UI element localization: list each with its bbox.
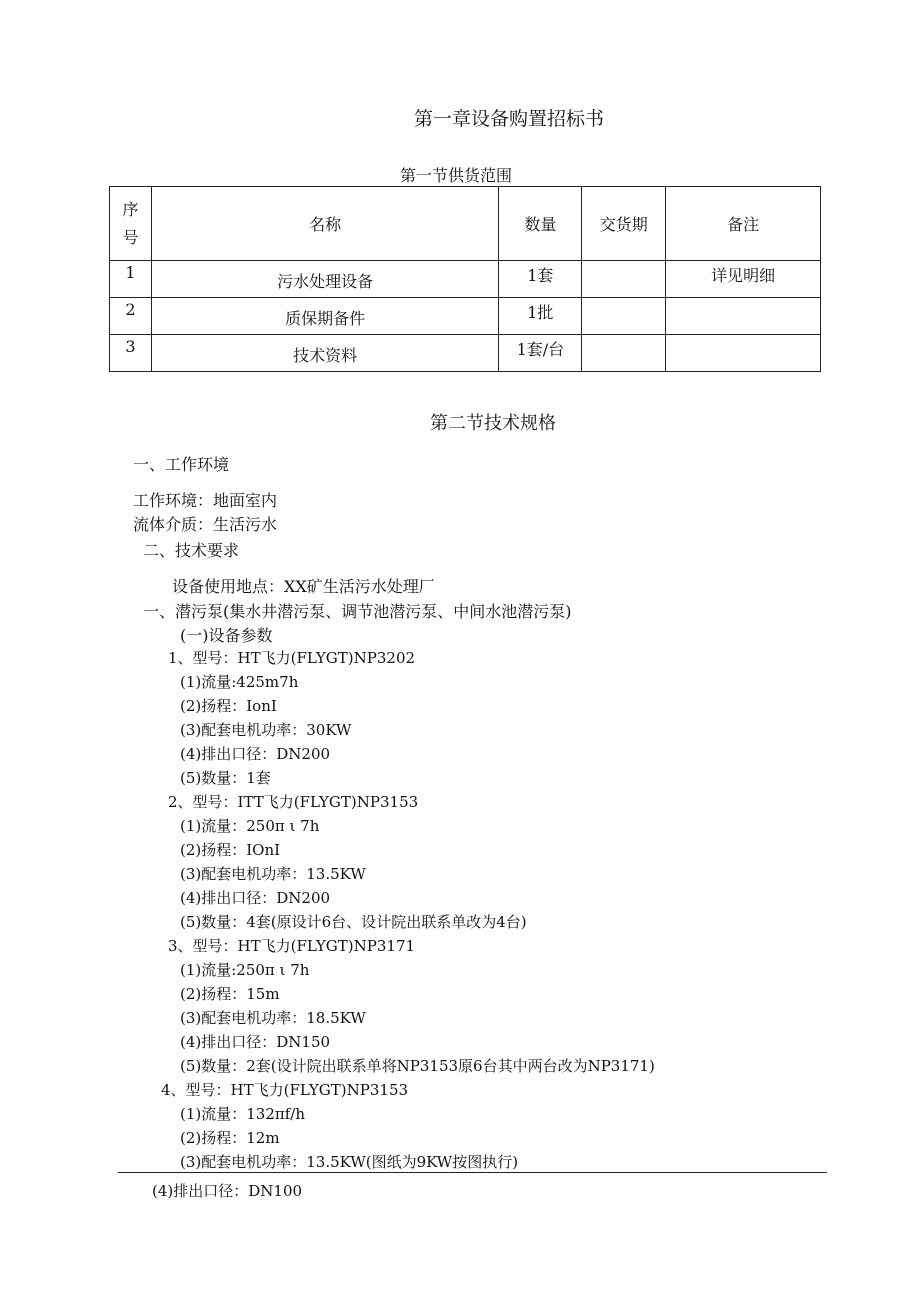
model-2: 2、型号：ITT飞力(FLYGT)NP3153 bbox=[168, 793, 419, 811]
cell-seq: 3 bbox=[110, 335, 152, 372]
spec-line: (1)流量：132πf/h bbox=[180, 1105, 306, 1123]
spec-line: (5)数量：1套 bbox=[180, 769, 271, 787]
section1-title: 第一节供货范围 bbox=[400, 166, 513, 185]
header-qty: 数量 bbox=[499, 187, 582, 261]
location-text: 设备使用地点：XX矿生活污水处理厂 bbox=[172, 577, 435, 596]
spec-line: (3)配套电机功率：30KW bbox=[180, 721, 352, 739]
header-name: 名称 bbox=[151, 187, 498, 261]
cell-remark bbox=[666, 298, 821, 335]
spec-line: (2)扬程：12m bbox=[180, 1129, 280, 1147]
header-seq: 序 号 bbox=[110, 187, 152, 261]
spec-line: (1)流量:425m7h bbox=[180, 673, 299, 691]
spec-line: (5)数量：4套(原设计6台、设计院出联系单改为4台) bbox=[180, 913, 527, 931]
cell-delivery bbox=[582, 261, 666, 298]
spec-line: (2)扬程：15m bbox=[180, 985, 280, 1003]
work-env-text: 工作环境：地面室内 bbox=[133, 491, 278, 510]
params-heading: (一)设备参数 bbox=[180, 626, 273, 645]
page-divider bbox=[118, 1172, 827, 1173]
table-header-row bbox=[110, 187, 821, 261]
cell-name: 质保期备件 bbox=[151, 298, 498, 335]
header-delivery: 交货期 bbox=[582, 187, 666, 261]
spec-line: (1)流量：250π ι 7h bbox=[180, 817, 320, 835]
table-row bbox=[110, 335, 821, 372]
medium-text: 流体介质：生活污水 bbox=[133, 515, 278, 534]
spec-line: (3)配套电机功率：13.5KW(图纸为9KW按图执行) bbox=[180, 1153, 519, 1171]
cell-name: 污水处理设备 bbox=[151, 261, 498, 298]
cell-seq: 2 bbox=[110, 298, 152, 335]
spec-line: (4)排出口径：DN100 bbox=[152, 1182, 303, 1200]
table-row bbox=[110, 261, 821, 298]
table-row bbox=[110, 298, 821, 335]
model-3: 3、型号：HT飞力(FLYGT)NP3171 bbox=[168, 937, 416, 955]
cell-qty: 1批 bbox=[499, 298, 582, 335]
spec-line: (4)排出口径：DN200 bbox=[180, 745, 331, 763]
spec-line: (4)排出口径：DN150 bbox=[180, 1033, 331, 1051]
pump-heading: 一、潜污泵(集水井潜污泵、调节池潜污泵、中间水池潜污泵) bbox=[143, 602, 572, 621]
cell-name: 技术资料 bbox=[151, 335, 498, 372]
model-1: 1、型号：HT飞力(FLYGT)NP3202 bbox=[168, 649, 416, 667]
section2-title: 第二节技术规格 bbox=[430, 413, 556, 434]
spec-line: (1)流量:250π ι 7h bbox=[180, 961, 310, 979]
cell-seq: 1 bbox=[110, 261, 152, 298]
work-env-heading: 一、工作环境 bbox=[133, 455, 230, 474]
cell-remark bbox=[666, 335, 821, 372]
cell-qty: 1套 bbox=[499, 261, 582, 298]
cell-delivery bbox=[582, 298, 666, 335]
supply-scope-table bbox=[109, 186, 821, 372]
cell-qty: 1套/台 bbox=[499, 335, 582, 372]
spec-line: (5)数量：2套(设计院出联系单将NP3153原6台其中两台改为NP3171) bbox=[180, 1057, 655, 1075]
spec-line: (3)配套电机功率：13.5KW bbox=[180, 865, 366, 883]
cell-remark: 详见明细 bbox=[666, 261, 821, 298]
spec-line: (3)配套电机功率：18.5KW bbox=[180, 1009, 366, 1027]
cell-delivery bbox=[582, 335, 666, 372]
chapter-title: 第一章设备购置招标书 bbox=[414, 108, 605, 130]
header-remark: 备注 bbox=[666, 187, 821, 261]
spec-line: (2)扬程：IOnI bbox=[180, 841, 281, 859]
spec-line: (2)扬程：IonI bbox=[180, 697, 277, 715]
tech-req-heading: 二、技术要求 bbox=[143, 541, 240, 560]
model-4: 4、型号：HT飞力(FLYGT)NP3153 bbox=[161, 1081, 409, 1099]
spec-line: (4)排出口径：DN200 bbox=[180, 889, 331, 907]
